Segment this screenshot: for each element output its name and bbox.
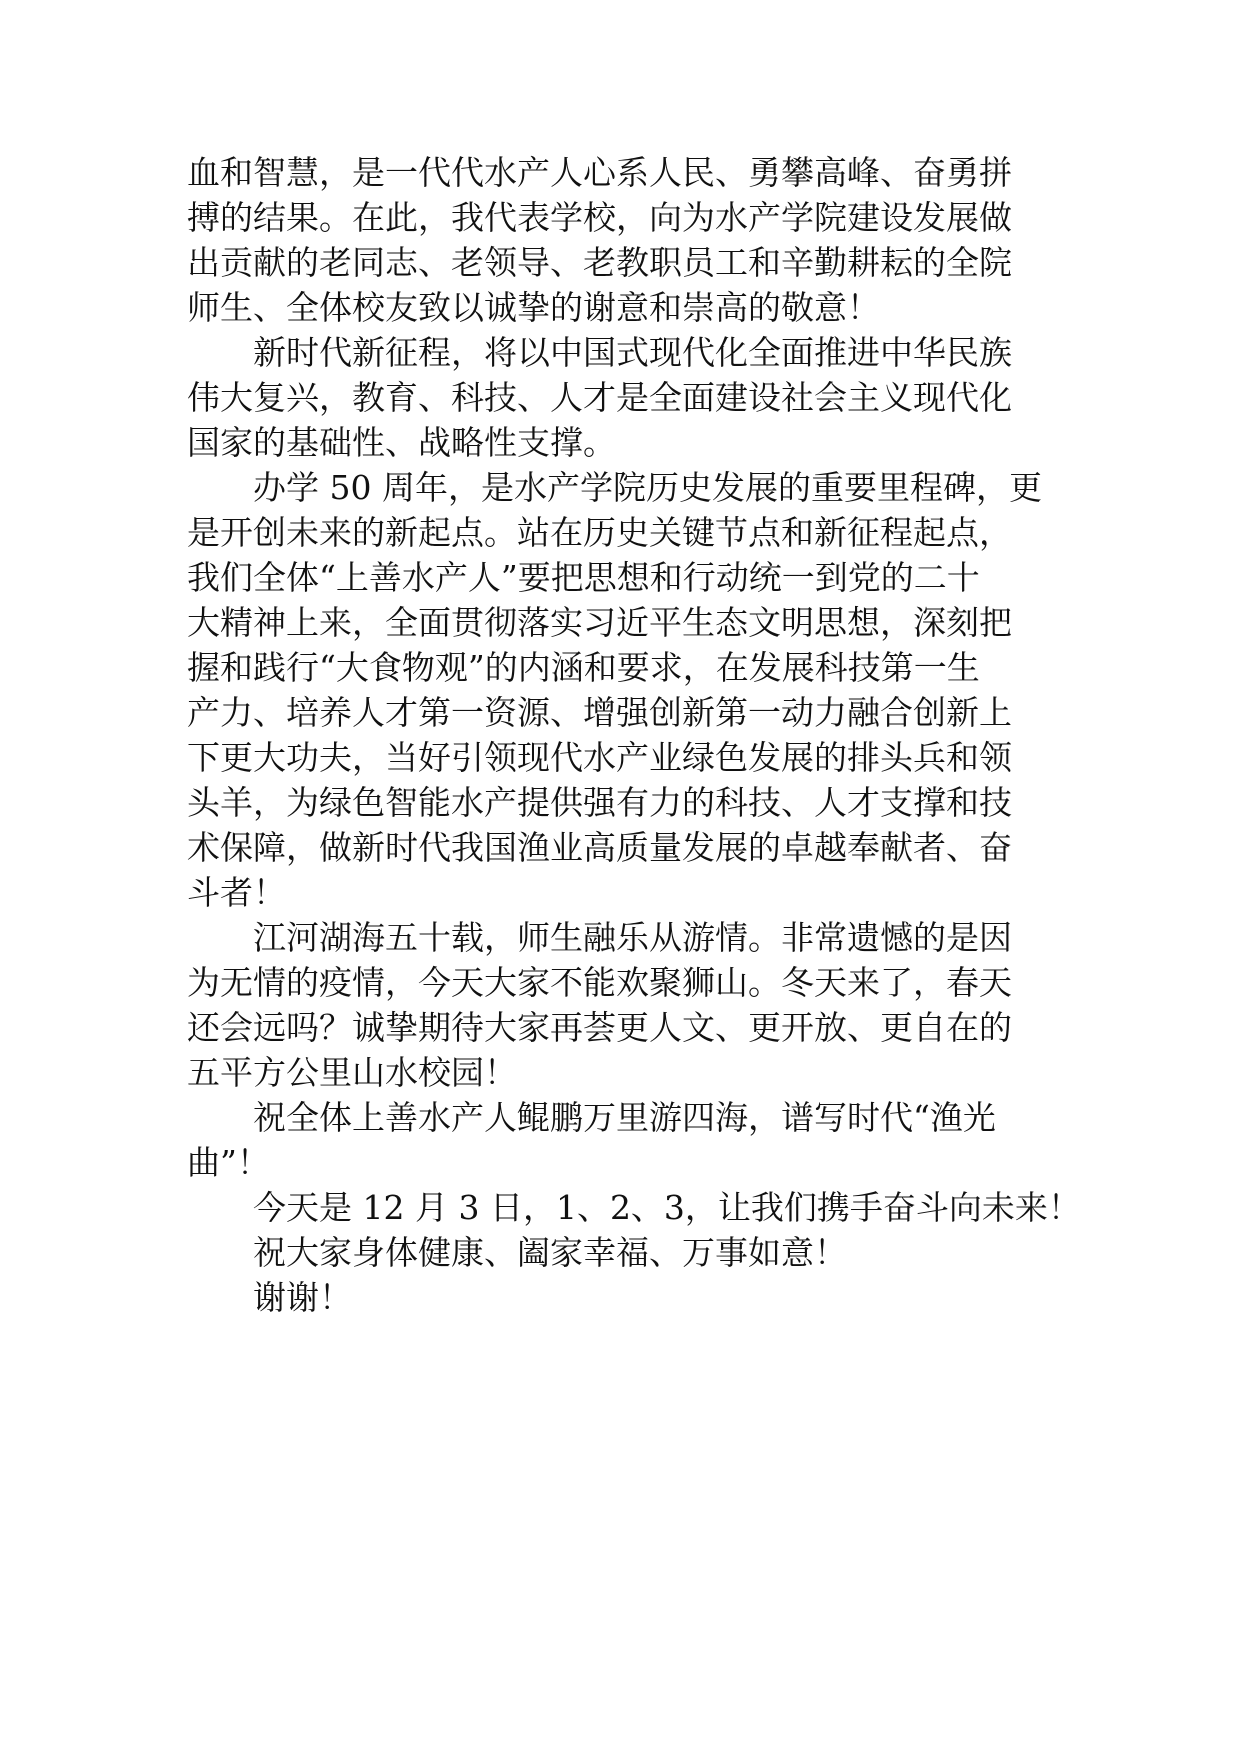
text-line: 还会远吗？诚挚期待大家再荟更人文、更开放、更自在的 bbox=[187, 1008, 1012, 1047]
text-line: 搏的结果。在此，我代表学校，向为水产学院建设发展做 bbox=[187, 198, 1012, 237]
paragraph-4 bbox=[187, 915, 1057, 1095]
text-line: 国家的基础性、战略性支撑。 bbox=[187, 423, 616, 462]
text-line: 师生、全体校友致以诚挚的谢意和崇高的敬意！ bbox=[187, 288, 880, 327]
text-line: 江河湖海五十载，师生融乐从游情。非常遗憾的是因 bbox=[253, 918, 1012, 957]
text-line: 伟大复兴，教育、科技、人才是全面建设社会主义现代化 bbox=[187, 378, 1012, 417]
text-line: 新时代新征程，将以中国式现代化全面推进中华民族 bbox=[253, 333, 1012, 372]
text-line: 五平方公里山水校园！ bbox=[187, 1053, 517, 1092]
text-line: 下更大功夫，当好引领现代水产业绿色发展的排头兵和领 bbox=[187, 738, 1012, 777]
text-line: 是开创未来的新起点。站在历史关键节点和新征程起点， bbox=[187, 513, 1012, 552]
text-line: 曲”！ bbox=[187, 1143, 270, 1182]
text-line: 出贡献的老同志、老领导、老教职员工和辛勤耕耘的全院 bbox=[187, 243, 1012, 282]
text-line: 祝大家身体健康、阖家幸福、万事如意！ bbox=[253, 1233, 847, 1272]
text-line: 血和智慧，是一代代水产人心系人民、勇攀高峰、奋勇拼 bbox=[187, 153, 1012, 192]
text-line: 今天是 12 月 3 日，1、2、3，让我们携手奋斗向未来！ bbox=[253, 1188, 1081, 1227]
paragraph-5 bbox=[187, 1095, 1057, 1185]
text-line: 斗者！ bbox=[187, 873, 286, 912]
paragraph-3 bbox=[187, 465, 1057, 915]
text-line: 大精神上来，全面贯彻落实习近平生态文明思想，深刻把 bbox=[187, 603, 1012, 642]
text-line: 头羊，为绿色智能水产提供强有力的科技、人才支撑和技 bbox=[187, 783, 1012, 822]
paragraph-7 bbox=[187, 1230, 1057, 1275]
paragraph-6 bbox=[187, 1185, 1081, 1230]
text-line: 祝全体上善水产人鲲鹏万里游四海，谱写时代“渔光 bbox=[253, 1098, 996, 1137]
text-line: 握和践行“大食物观”的内涵和要求，在发展科技第一生 bbox=[187, 648, 980, 687]
text-line: 为无情的疫情，今天大家不能欢聚狮山。冬天来了，春天 bbox=[187, 963, 1012, 1002]
paragraph-2 bbox=[187, 330, 1057, 465]
text-line: 办学 50 周年，是水产学院历史发展的重要里程碑，更 bbox=[253, 468, 1042, 507]
text-line: 我们全体“上善水产人”要把思想和行动统一到党的二十 bbox=[187, 558, 980, 597]
paragraph-8 bbox=[187, 1275, 1057, 1320]
text-line: 术保障，做新时代我国渔业高质量发展的卓越奉献者、奋 bbox=[187, 828, 1012, 867]
document-body bbox=[187, 150, 1081, 1320]
text-line: 谢谢！ bbox=[253, 1278, 352, 1317]
paragraph-1 bbox=[187, 150, 1057, 330]
text-line: 产力、培养人才第一资源、增强创新第一动力融合创新上 bbox=[187, 693, 1012, 732]
